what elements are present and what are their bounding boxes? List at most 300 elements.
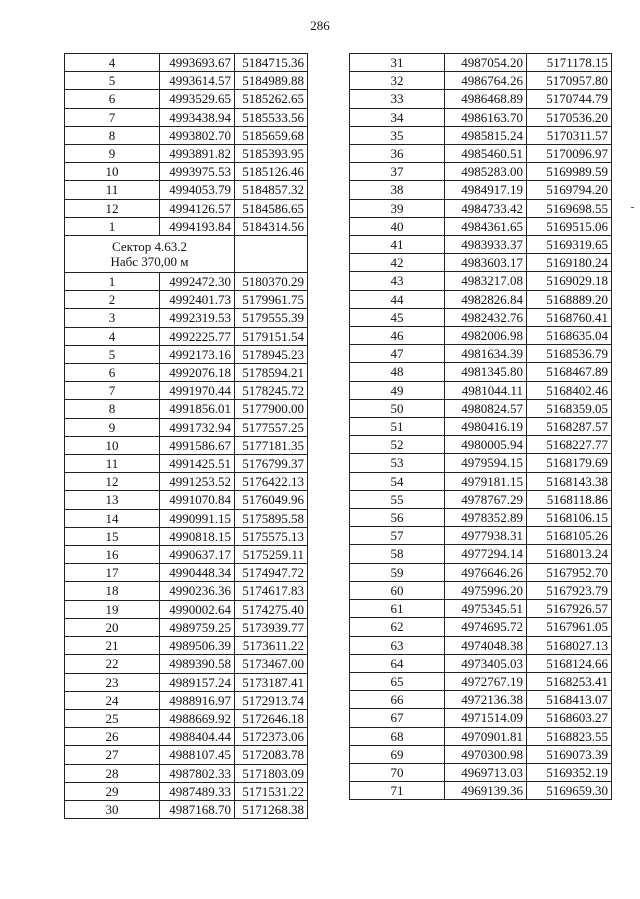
y-coordinate-cell: 5168635.04 bbox=[527, 327, 612, 345]
point-number-cell: 19 bbox=[65, 600, 160, 618]
x-coordinate-cell: 4989759.25 bbox=[160, 618, 235, 636]
y-coordinate-cell: 5169029.18 bbox=[527, 272, 612, 290]
left-table-body-bottom bbox=[65, 273, 308, 819]
x-coordinate-cell: 4992225.77 bbox=[160, 327, 235, 345]
point-number-cell: 62 bbox=[350, 618, 445, 636]
x-coordinate-cell: 4985815.24 bbox=[445, 126, 527, 144]
x-coordinate-cell: 4987168.70 bbox=[160, 800, 235, 818]
x-coordinate-cell: 4986468.89 bbox=[445, 90, 527, 108]
table-row bbox=[65, 90, 308, 108]
y-coordinate-cell: 5167923.79 bbox=[527, 581, 612, 599]
y-coordinate-cell: 5168359.05 bbox=[527, 399, 612, 417]
point-number-cell: 51 bbox=[350, 418, 445, 436]
table-row bbox=[65, 782, 308, 800]
sector-heading-cell bbox=[65, 236, 235, 273]
table-row bbox=[350, 490, 612, 508]
table-row bbox=[65, 582, 308, 600]
x-coordinate-cell: 4991070.84 bbox=[160, 491, 235, 509]
point-number-cell: 28 bbox=[65, 764, 160, 782]
y-coordinate-cell: 5168253.41 bbox=[527, 672, 612, 690]
y-coordinate-cell: 5176799.37 bbox=[235, 455, 308, 473]
table-row bbox=[65, 145, 308, 163]
table-row bbox=[65, 345, 308, 363]
y-coordinate-cell: 5167952.70 bbox=[527, 563, 612, 581]
y-coordinate-cell: 5168106.15 bbox=[527, 509, 612, 527]
y-coordinate-cell: 5179151.54 bbox=[235, 327, 308, 345]
x-coordinate-cell: 4992401.73 bbox=[160, 291, 235, 309]
x-coordinate-cell: 4984361.65 bbox=[445, 217, 527, 235]
y-coordinate-cell: 5167961.05 bbox=[527, 618, 612, 636]
x-coordinate-cell: 4973405.03 bbox=[445, 654, 527, 672]
y-coordinate-cell: 5170744.79 bbox=[527, 90, 612, 108]
y-coordinate-cell: 5176049.96 bbox=[235, 491, 308, 509]
x-coordinate-cell: 4970300.98 bbox=[445, 745, 527, 763]
y-coordinate-cell: 5168467.89 bbox=[527, 363, 612, 381]
point-number-cell: 31 bbox=[350, 54, 445, 72]
point-number-cell: 38 bbox=[350, 181, 445, 199]
y-coordinate-cell: 5177900.00 bbox=[235, 400, 308, 418]
x-coordinate-cell: 4990637.17 bbox=[160, 546, 235, 564]
x-coordinate-cell: 4988916.97 bbox=[160, 691, 235, 709]
point-number-cell: 27 bbox=[65, 746, 160, 764]
point-number-cell: 5 bbox=[65, 72, 160, 90]
table-row bbox=[350, 217, 612, 235]
x-coordinate-cell: 4971514.09 bbox=[445, 709, 527, 727]
table-row bbox=[350, 618, 612, 636]
point-number-cell: 44 bbox=[350, 290, 445, 308]
table-row bbox=[350, 181, 612, 199]
y-coordinate-cell: 5168823.55 bbox=[527, 727, 612, 745]
x-coordinate-cell: 4984733.42 bbox=[445, 199, 527, 217]
point-number-cell: 33 bbox=[350, 90, 445, 108]
table-row bbox=[350, 509, 612, 527]
x-coordinate-cell: 4978767.29 bbox=[445, 490, 527, 508]
table-row bbox=[350, 90, 612, 108]
x-coordinate-cell: 4986764.26 bbox=[445, 72, 527, 90]
point-number-cell: 58 bbox=[350, 545, 445, 563]
x-coordinate-cell: 4992076.18 bbox=[160, 364, 235, 382]
x-coordinate-cell: 4993529.65 bbox=[160, 90, 235, 108]
table-row bbox=[350, 399, 612, 417]
point-number-cell: 11 bbox=[65, 455, 160, 473]
point-number-cell: 20 bbox=[65, 618, 160, 636]
point-number-cell: 4 bbox=[65, 327, 160, 345]
point-number-cell: 42 bbox=[350, 254, 445, 272]
y-coordinate-cell: 5168413.07 bbox=[527, 691, 612, 709]
table-row bbox=[65, 473, 308, 491]
table-row bbox=[65, 418, 308, 436]
point-number-cell: 9 bbox=[65, 145, 160, 163]
x-coordinate-cell: 4993891.82 bbox=[160, 145, 235, 163]
x-coordinate-cell: 4991425.51 bbox=[160, 455, 235, 473]
point-number-cell: 10 bbox=[65, 436, 160, 454]
table-row bbox=[65, 618, 308, 636]
point-number-cell: 67 bbox=[350, 709, 445, 727]
point-number-cell: 60 bbox=[350, 581, 445, 599]
point-number-cell: 50 bbox=[350, 399, 445, 417]
point-number-cell: 55 bbox=[350, 490, 445, 508]
x-coordinate-cell: 4993438.94 bbox=[160, 108, 235, 126]
table-row bbox=[65, 728, 308, 746]
y-coordinate-cell: 5169319.65 bbox=[527, 236, 612, 254]
table-row bbox=[65, 126, 308, 144]
table-row bbox=[350, 345, 612, 363]
x-coordinate-cell: 4990991.15 bbox=[160, 509, 235, 527]
y-coordinate-cell: 5178594.21 bbox=[235, 364, 308, 382]
table-row bbox=[65, 382, 308, 400]
point-number-cell: 57 bbox=[350, 527, 445, 545]
x-coordinate-cell: 4981634.39 bbox=[445, 345, 527, 363]
x-coordinate-cell: 4984917.19 bbox=[445, 181, 527, 199]
table-row bbox=[65, 509, 308, 527]
x-coordinate-cell: 4991856.01 bbox=[160, 400, 235, 418]
x-coordinate-cell: 4994193.84 bbox=[160, 217, 235, 235]
table-row bbox=[65, 491, 308, 509]
y-coordinate-cell: 5177557.25 bbox=[235, 418, 308, 436]
y-coordinate-cell: 5169989.59 bbox=[527, 163, 612, 181]
point-number-cell: 12 bbox=[65, 199, 160, 217]
x-coordinate-cell: 4985460.51 bbox=[445, 145, 527, 163]
y-coordinate-cell: 5171268.38 bbox=[235, 800, 308, 818]
point-number-cell: 2 bbox=[65, 291, 160, 309]
point-number-cell: 29 bbox=[65, 782, 160, 800]
point-number-cell: 14 bbox=[65, 509, 160, 527]
table-row bbox=[65, 309, 308, 327]
y-coordinate-cell: 5169352.19 bbox=[527, 763, 612, 781]
sector-elevation: Набс 370,00 м bbox=[110, 254, 189, 270]
x-coordinate-cell: 4988669.92 bbox=[160, 709, 235, 727]
point-number-cell: 4 bbox=[65, 54, 160, 72]
point-number-cell: 23 bbox=[65, 673, 160, 691]
x-coordinate-cell: 4972136.38 bbox=[445, 691, 527, 709]
y-coordinate-cell: 5175575.13 bbox=[235, 527, 308, 545]
x-coordinate-cell: 4972767.19 bbox=[445, 672, 527, 690]
table-row bbox=[350, 54, 612, 72]
table-row bbox=[350, 763, 612, 781]
x-coordinate-cell: 4983603.17 bbox=[445, 254, 527, 272]
point-number-cell: 3 bbox=[65, 309, 160, 327]
y-coordinate-cell: 5185262.65 bbox=[235, 90, 308, 108]
table-row bbox=[350, 636, 612, 654]
point-number-cell: 36 bbox=[350, 145, 445, 163]
x-coordinate-cell: 4991970.44 bbox=[160, 382, 235, 400]
table-row bbox=[65, 691, 308, 709]
sector-heading-group bbox=[65, 236, 308, 273]
table-row bbox=[350, 472, 612, 490]
y-coordinate-cell: 5169794.20 bbox=[527, 181, 612, 199]
point-number-cell: 52 bbox=[350, 436, 445, 454]
y-coordinate-cell: 5177181.35 bbox=[235, 436, 308, 454]
table-row bbox=[350, 654, 612, 672]
table-row bbox=[65, 600, 308, 618]
y-coordinate-cell: 5171803.09 bbox=[235, 764, 308, 782]
table-row bbox=[65, 400, 308, 418]
x-coordinate-cell: 4979181.15 bbox=[445, 472, 527, 490]
x-coordinate-cell: 4982006.98 bbox=[445, 327, 527, 345]
y-coordinate-cell: 5168027.13 bbox=[527, 636, 612, 654]
point-number-cell: 41 bbox=[350, 236, 445, 254]
x-coordinate-cell: 4993693.67 bbox=[160, 54, 235, 72]
x-coordinate-cell: 4990002.64 bbox=[160, 600, 235, 618]
table-row bbox=[350, 782, 612, 800]
table-row bbox=[65, 764, 308, 782]
y-coordinate-cell: 5173611.22 bbox=[235, 637, 308, 655]
y-coordinate-cell: 5170957.80 bbox=[527, 72, 612, 90]
table-row bbox=[350, 691, 612, 709]
x-coordinate-cell: 4993975.53 bbox=[160, 163, 235, 181]
x-coordinate-cell: 4993802.70 bbox=[160, 126, 235, 144]
x-coordinate-cell: 4977294.14 bbox=[445, 545, 527, 563]
table-row bbox=[350, 145, 612, 163]
y-coordinate-cell: 5168179.69 bbox=[527, 454, 612, 472]
x-coordinate-cell: 4991586.67 bbox=[160, 436, 235, 454]
y-coordinate-cell: 5173467.00 bbox=[235, 655, 308, 673]
y-coordinate-cell: 5168227.77 bbox=[527, 436, 612, 454]
point-number-cell: 10 bbox=[65, 163, 160, 181]
point-number-cell: 34 bbox=[350, 108, 445, 126]
point-number-cell: 47 bbox=[350, 345, 445, 363]
point-number-cell: 59 bbox=[350, 563, 445, 581]
point-number-cell: 8 bbox=[65, 126, 160, 144]
x-coordinate-cell: 4980416.19 bbox=[445, 418, 527, 436]
point-number-cell: 7 bbox=[65, 108, 160, 126]
x-coordinate-cell: 4991253.52 bbox=[160, 473, 235, 491]
point-number-cell: 68 bbox=[350, 727, 445, 745]
x-coordinate-cell: 4987489.33 bbox=[160, 782, 235, 800]
x-coordinate-cell: 4991732.94 bbox=[160, 418, 235, 436]
point-number-cell: 1 bbox=[65, 273, 160, 291]
table-row bbox=[350, 727, 612, 745]
x-coordinate-cell: 4994126.57 bbox=[160, 199, 235, 217]
x-coordinate-cell: 4988107.45 bbox=[160, 746, 235, 764]
x-coordinate-cell: 4975345.51 bbox=[445, 600, 527, 618]
x-coordinate-cell: 4986163.70 bbox=[445, 108, 527, 126]
point-number-cell: 66 bbox=[350, 691, 445, 709]
table-row bbox=[350, 72, 612, 90]
y-coordinate-cell: 5175895.58 bbox=[235, 509, 308, 527]
x-coordinate-cell: 4976646.26 bbox=[445, 563, 527, 581]
x-coordinate-cell: 4974695.72 bbox=[445, 618, 527, 636]
x-coordinate-cell: 4992319.53 bbox=[160, 309, 235, 327]
y-coordinate-cell: 5170096.97 bbox=[527, 145, 612, 163]
x-coordinate-cell: 4981345.80 bbox=[445, 363, 527, 381]
y-coordinate-cell: 5168760.41 bbox=[527, 308, 612, 326]
x-coordinate-cell: 4983217.08 bbox=[445, 272, 527, 290]
y-coordinate-cell: 5184586.65 bbox=[235, 199, 308, 217]
point-number-cell: 53 bbox=[350, 454, 445, 472]
y-coordinate-cell: 5171531.22 bbox=[235, 782, 308, 800]
y-coordinate-cell: 5184715.36 bbox=[235, 54, 308, 72]
table-row bbox=[350, 709, 612, 727]
point-number-cell: 56 bbox=[350, 509, 445, 527]
point-number-cell: 21 bbox=[65, 637, 160, 655]
table-row bbox=[65, 273, 308, 291]
y-coordinate-cell: 5168143.38 bbox=[527, 472, 612, 490]
y-coordinate-cell: 5167926.57 bbox=[527, 600, 612, 618]
point-number-cell: 54 bbox=[350, 472, 445, 490]
y-coordinate-cell: 5172646.18 bbox=[235, 709, 308, 727]
point-number-cell: 8 bbox=[65, 400, 160, 418]
point-number-cell: 7 bbox=[65, 382, 160, 400]
y-coordinate-cell: 5172083.78 bbox=[235, 746, 308, 764]
y-coordinate-cell: 5168402.46 bbox=[527, 381, 612, 399]
table-row bbox=[350, 308, 612, 326]
table-row bbox=[350, 327, 612, 345]
table-row bbox=[350, 254, 612, 272]
x-coordinate-cell: 4983933.37 bbox=[445, 236, 527, 254]
y-coordinate-cell: 5168013.24 bbox=[527, 545, 612, 563]
x-coordinate-cell: 4990818.15 bbox=[160, 527, 235, 545]
y-coordinate-cell: 5168536.79 bbox=[527, 345, 612, 363]
x-coordinate-cell: 4977938.31 bbox=[445, 527, 527, 545]
table-row bbox=[350, 272, 612, 290]
point-number-cell: 37 bbox=[350, 163, 445, 181]
y-coordinate-cell: 5168603.27 bbox=[527, 709, 612, 727]
table-row bbox=[65, 527, 308, 545]
x-coordinate-cell: 4989157.24 bbox=[160, 673, 235, 691]
x-coordinate-cell: 4989390.58 bbox=[160, 655, 235, 673]
y-coordinate-cell: 5169180.24 bbox=[527, 254, 612, 272]
y-coordinate-cell: 5168124.66 bbox=[527, 654, 612, 672]
point-number-cell: 26 bbox=[65, 728, 160, 746]
table-row bbox=[65, 181, 308, 199]
y-coordinate-cell: 5169698.55 bbox=[527, 199, 612, 217]
x-coordinate-cell: 4978352.89 bbox=[445, 509, 527, 527]
y-coordinate-cell: 5175259.11 bbox=[235, 546, 308, 564]
x-coordinate-cell: 4969713.03 bbox=[445, 763, 527, 781]
table-row bbox=[65, 655, 308, 673]
y-coordinate-cell: 5184989.88 bbox=[235, 72, 308, 90]
point-number-cell: 1 bbox=[65, 217, 160, 235]
table-row bbox=[350, 199, 612, 217]
y-coordinate-cell: 5178245.72 bbox=[235, 382, 308, 400]
point-number-cell: 49 bbox=[350, 381, 445, 399]
table-row bbox=[350, 527, 612, 545]
point-number-cell: 45 bbox=[350, 308, 445, 326]
table-row bbox=[350, 563, 612, 581]
x-coordinate-cell: 4992173.16 bbox=[160, 345, 235, 363]
table-row bbox=[65, 364, 308, 382]
y-coordinate-cell: 5174617.83 bbox=[235, 582, 308, 600]
table-row bbox=[65, 436, 308, 454]
y-coordinate-cell: 5174947.72 bbox=[235, 564, 308, 582]
point-number-cell: 25 bbox=[65, 709, 160, 727]
point-number-cell: 11 bbox=[65, 181, 160, 199]
y-coordinate-cell: 5180370.29 bbox=[235, 273, 308, 291]
point-number-cell: 6 bbox=[65, 90, 160, 108]
table-row bbox=[350, 745, 612, 763]
y-coordinate-cell: 5168889.20 bbox=[527, 290, 612, 308]
table-row bbox=[350, 126, 612, 144]
table-row bbox=[350, 581, 612, 599]
y-coordinate-cell: 5168287.57 bbox=[527, 418, 612, 436]
point-number-cell: 64 bbox=[350, 654, 445, 672]
point-number-cell: 70 bbox=[350, 763, 445, 781]
x-coordinate-cell: 4970901.81 bbox=[445, 727, 527, 745]
x-coordinate-cell: 4987802.33 bbox=[160, 764, 235, 782]
x-coordinate-cell: 4982432.76 bbox=[445, 308, 527, 326]
y-coordinate-cell: 5184314.56 bbox=[235, 217, 308, 235]
table-row bbox=[350, 672, 612, 690]
y-coordinate-cell: 5170536.20 bbox=[527, 108, 612, 126]
y-coordinate-cell: 5176422.13 bbox=[235, 473, 308, 491]
x-coordinate-cell: 4994053.79 bbox=[160, 181, 235, 199]
left-coordinates-table bbox=[64, 53, 308, 819]
point-number-cell: 39 bbox=[350, 199, 445, 217]
sector-title: Сектор 4.63.2 bbox=[111, 239, 187, 255]
y-coordinate-cell: 5169659.30 bbox=[527, 782, 612, 800]
point-number-cell: 48 bbox=[350, 363, 445, 381]
x-coordinate-cell: 4985283.00 bbox=[445, 163, 527, 181]
sector-empty-cell bbox=[235, 236, 308, 273]
point-number-cell: 15 bbox=[65, 527, 160, 545]
point-number-cell: 35 bbox=[350, 126, 445, 144]
x-coordinate-cell: 4988404.44 bbox=[160, 728, 235, 746]
point-number-cell: 63 bbox=[350, 636, 445, 654]
x-coordinate-cell: 4980005.94 bbox=[445, 436, 527, 454]
x-coordinate-cell: 4975996.20 bbox=[445, 581, 527, 599]
y-coordinate-cell: 5172913.74 bbox=[235, 691, 308, 709]
point-number-cell: 43 bbox=[350, 272, 445, 290]
y-coordinate-cell: 5178945.23 bbox=[235, 345, 308, 363]
point-number-cell: 9 bbox=[65, 418, 160, 436]
table-row bbox=[65, 673, 308, 691]
point-number-cell: 65 bbox=[350, 672, 445, 690]
point-number-cell: 13 bbox=[65, 491, 160, 509]
point-number-cell: 6 bbox=[65, 364, 160, 382]
sector-heading-row bbox=[65, 236, 308, 273]
point-number-cell: 46 bbox=[350, 327, 445, 345]
table-row bbox=[350, 418, 612, 436]
x-coordinate-cell: 4980824.57 bbox=[445, 399, 527, 417]
x-coordinate-cell: 4981044.11 bbox=[445, 381, 527, 399]
point-number-cell: 24 bbox=[65, 691, 160, 709]
table-row bbox=[350, 454, 612, 472]
y-coordinate-cell: 5184857.32 bbox=[235, 181, 308, 199]
x-coordinate-cell: 4969139.36 bbox=[445, 782, 527, 800]
y-coordinate-cell: 5174275.40 bbox=[235, 600, 308, 618]
point-number-cell: 17 bbox=[65, 564, 160, 582]
table-row bbox=[65, 108, 308, 126]
table-row bbox=[65, 546, 308, 564]
x-coordinate-cell: 4990236.36 bbox=[160, 582, 235, 600]
y-coordinate-cell: 5185393.95 bbox=[235, 145, 308, 163]
left-table-body-top bbox=[65, 54, 308, 236]
point-number-cell: 30 bbox=[65, 800, 160, 818]
y-coordinate-cell: 5173187.41 bbox=[235, 673, 308, 691]
y-coordinate-cell: 5172373.06 bbox=[235, 728, 308, 746]
table-row bbox=[65, 199, 308, 217]
x-coordinate-cell: 4982826.84 bbox=[445, 290, 527, 308]
table-row bbox=[65, 327, 308, 345]
x-coordinate-cell: 4990448.34 bbox=[160, 564, 235, 582]
table-row bbox=[350, 290, 612, 308]
x-coordinate-cell: 4979594.15 bbox=[445, 454, 527, 472]
scan-mark bbox=[631, 207, 634, 208]
table-row bbox=[65, 637, 308, 655]
point-number-cell: 69 bbox=[350, 745, 445, 763]
x-coordinate-cell: 4987054.20 bbox=[445, 54, 527, 72]
y-coordinate-cell: 5173939.77 bbox=[235, 618, 308, 636]
table-row bbox=[350, 163, 612, 181]
x-coordinate-cell: 4993614.57 bbox=[160, 72, 235, 90]
y-coordinate-cell: 5170311.57 bbox=[527, 126, 612, 144]
point-number-cell: 5 bbox=[65, 345, 160, 363]
y-coordinate-cell: 5185659.68 bbox=[235, 126, 308, 144]
y-coordinate-cell: 5168118.86 bbox=[527, 490, 612, 508]
table-row bbox=[65, 564, 308, 582]
point-number-cell: 32 bbox=[350, 72, 445, 90]
